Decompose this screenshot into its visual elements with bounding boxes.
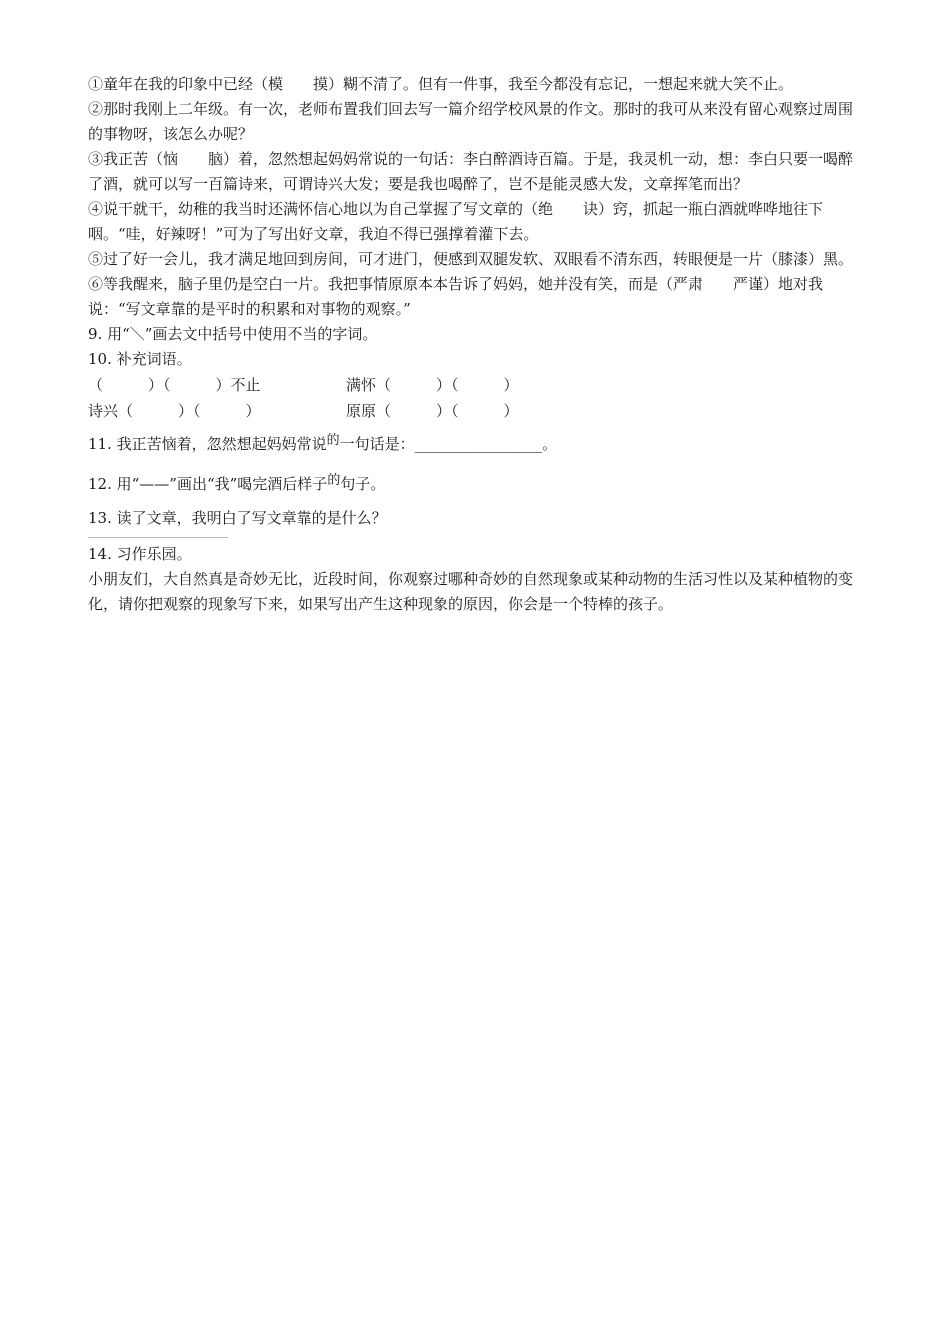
question-12	[88, 472, 863, 498]
passage-paragraph-3: ③我正苦（恼 脑）着，忽然想起妈妈常说的一句话：李白醉酒诗百篇。于是，我灵机一动，想：李白只要一喝醉了酒，就可以写一百篇诗来，可谓诗兴大发；要是我也喝醉了，岂不是能灵感大发，文章挥笔而出？	[88, 150, 854, 193]
question-10-row-2	[88, 398, 863, 424]
passage-paragraph-2: ②那时我刚上二年级。有一次，老师布置我们回去写一篇介绍学校风景的作文。那时的我可从来没有留心观察过周围的事物呀，该怎么办呢？	[88, 100, 854, 143]
word-fill-blank[interactable]: 诗兴（ ）（ ）	[88, 402, 261, 420]
question-12-de: 的	[327, 473, 341, 488]
question-13: 13. 读了文章，我明白了写文章靠的是什么？	[88, 509, 387, 527]
question-12-text: 12. 用“——”画出“我”喝完酒后样子	[88, 475, 328, 493]
question-11[interactable]	[88, 432, 863, 458]
word-fill-blank[interactable]: 原原（ ）（ ）	[346, 402, 519, 420]
question-13-answer-line[interactable]	[88, 537, 228, 538]
question-14-prompt: 小朋友们，大自然真是奇妙无比，近段时间，你观察过哪种奇妙的自然现象或某种动物的生活习性以及某种植物的变化，请你把观察的现象写下来，如果写出产生这种现象的原因，你会是一个特棒的孩子。	[88, 570, 854, 613]
question-11-text: 11. 我正苦恼着，忽然想起妈妈常说	[88, 435, 327, 453]
question-10-row-1	[88, 372, 863, 398]
passage-paragraph-6: ⑥等我醒来，脑子里仍是空白一片。我把事情原原本本告诉了妈妈，她并没有笑，而是（严肃 严谨）地对我说：“写文章靠的是平时的积累和对事物的观察。”	[88, 275, 824, 318]
word-fill-blank[interactable]: 满怀（ ）（ ）	[346, 376, 519, 394]
word-fill-blank[interactable]: （ ）（ ）不止	[88, 376, 261, 394]
passage-paragraph-5: ⑤过了好一会儿，我才满足地回到房间，可才进门，便感到双腿发软、双眼看不清东西，转眼便是一片（膝漆）黑。	[88, 250, 854, 268]
question-12-text-end: 句子。	[340, 475, 386, 493]
question-14-title: 14. 习作乐园。	[88, 545, 192, 563]
worksheet-page	[88, 72, 863, 617]
question-11-de: 的	[326, 433, 340, 448]
question-9: 9. 用“＼”画去文中括号中使用不当的字词。	[88, 325, 378, 343]
question-10-title: 10. 补充词语。	[88, 350, 192, 368]
passage-paragraph-1: ①童年在我的印象中已经（模 摸）糊不清了。但有一件事，我至今都没有忘记，一想起来就大笑不止。	[88, 75, 794, 93]
question-11-answer-blank[interactable]: 一句话是：_________________。	[339, 435, 558, 453]
passage-paragraph-4: ④说干就干，幼稚的我当时还满怀信心地以为自己掌握了写文章的（绝 诀）窍，抓起一瓶白酒就哗哗地往下咽。“哇，好辣呀！”可为了写出好文章，我迫不得已强撑着灌下去。	[88, 200, 824, 243]
reading-passage	[88, 72, 863, 322]
